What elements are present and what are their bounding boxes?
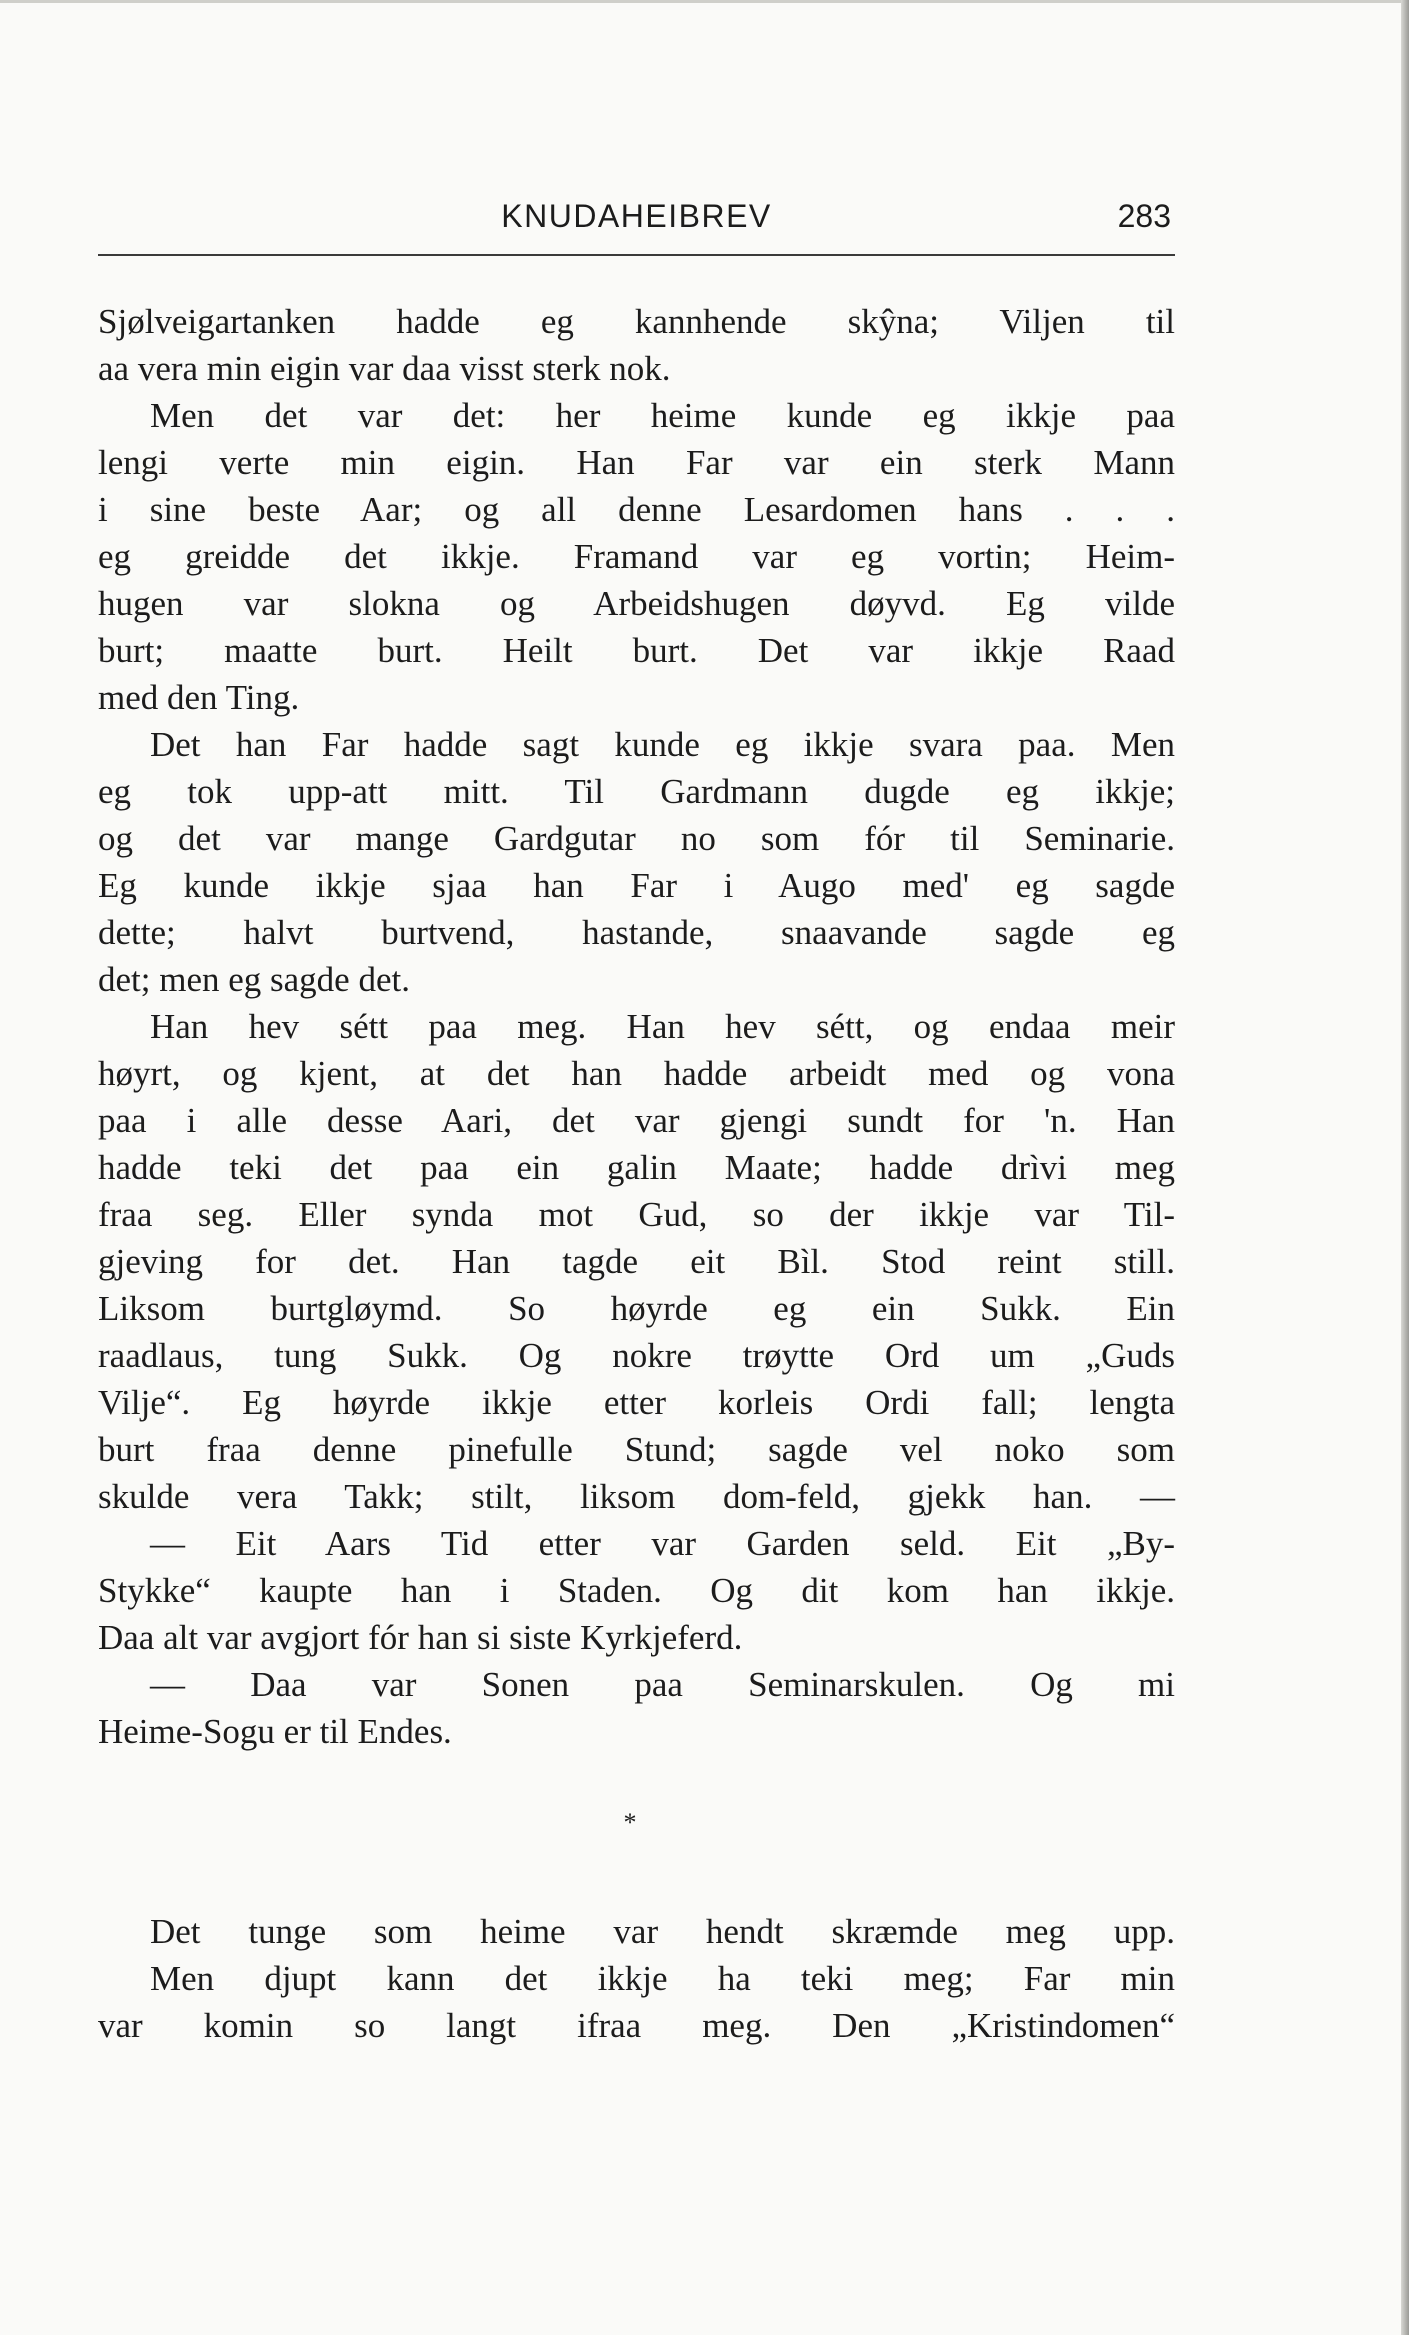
body-text-section-1 — [98, 298, 1175, 1755]
text-line: — Daa var Sonen paa Seminarskulen. Og mi — [150, 1665, 1175, 1704]
text-line: dette; halvt burtvend, hastande, snaavande sagde eg — [98, 913, 1175, 952]
text-line: det; men eg sagde det. — [98, 960, 410, 999]
text-line: var komin so langt ifraa meg. Den „Kristindomen“ — [98, 2006, 1175, 2045]
running-head — [98, 190, 1175, 256]
text-line: og det var mange Gardgutar no som fór til Seminarie. — [98, 819, 1175, 858]
body-text-section-2 — [98, 1908, 1175, 2049]
text-line: med den Ting. — [98, 678, 300, 717]
text-line: eg greidde det ikkje. Framand var eg vortin; Heim- — [98, 537, 1175, 576]
text-line: Heime-Sogu er til Endes. — [98, 1712, 452, 1751]
text-line: Liksom burtgløymd. So høyrde eg ein Sukk. Ein — [98, 1289, 1175, 1328]
text-line: Det tunge som heime var hendt skræmde meg upp. — [150, 1912, 1175, 1951]
text-line: Sjølveigartanken hadde eg kannhende skŷna; Viljen til — [98, 302, 1175, 341]
text-line: Vilje“. Eg høyrde ikkje etter korleis Ordi fall; lengta — [98, 1383, 1175, 1422]
text-line: høyrt, og kjent, at det han hadde arbeidt med og vona — [98, 1054, 1175, 1093]
text-line: fraa seg. Eller synda mot Gud, so der ikkje var Til- — [98, 1195, 1175, 1234]
text-line: skulde vera Takk; stilt, liksom dom-feld, gjekk han. — — [98, 1477, 1175, 1516]
text-line: Men det var det: her heime kunde eg ikkje paa — [150, 396, 1175, 435]
text-line: gjeving for det. Han tagde eit Bìl. Stod reint still. — [98, 1242, 1175, 1281]
text-line: eg tok upp-att mitt. Til Gardmann dugde eg ikkje; — [98, 772, 1175, 811]
section-separator: * — [623, 1808, 637, 1837]
text-line: i sine beste Aar; og all denne Lesardomen hans . . . — [98, 490, 1175, 529]
text-line: Men djupt kann det ikkje ha teki meg; Far min — [150, 1959, 1175, 1998]
text-line: Eg kunde ikkje sjaa han Far i Augo med' eg sagde — [98, 866, 1175, 905]
text-line: hadde teki det paa ein galin Maate; hadde drìvi meg — [98, 1148, 1175, 1187]
running-title: KNUDAHEIBREV — [501, 198, 772, 234]
text-line: paa i alle desse Aari, det var gjengi sundt for 'n. Han — [98, 1101, 1175, 1140]
text-line: Daa alt var avgjort fór han si siste Kyrkjeferd. — [98, 1618, 743, 1657]
text-line: aa vera min eigin var daa visst sterk nok. — [98, 349, 671, 388]
text-line: raadlaus, tung Sukk. Og nokre trøytte Ord um „Guds — [98, 1336, 1175, 1375]
text-line: burt; maatte burt. Heilt burt. Det var ikkje Raad — [98, 631, 1175, 670]
page-top-edge — [0, 0, 1409, 3]
page-number: 283 — [1117, 198, 1171, 234]
text-line: burt fraa denne pinefulle Stund; sagde vel noko som — [98, 1430, 1175, 1469]
page-right-edge — [1401, 0, 1409, 2335]
text-line: Han hev sétt paa meg. Han hev sétt, og endaa meir — [150, 1007, 1175, 1046]
text-line: hugen var slokna og Arbeidshugen døyvd. Eg vilde — [98, 584, 1175, 623]
text-line: Stykke“ kaupte han i Staden. Og dit kom han ikkje. — [98, 1571, 1175, 1610]
text-line: Det han Far hadde sagt kunde eg ikkje svara paa. Men — [150, 725, 1175, 764]
text-line: lengi verte min eigin. Han Far var ein sterk Mann — [98, 443, 1175, 482]
text-line: — Eit Aars Tid etter var Garden seld. Eit „By- — [150, 1524, 1175, 1563]
